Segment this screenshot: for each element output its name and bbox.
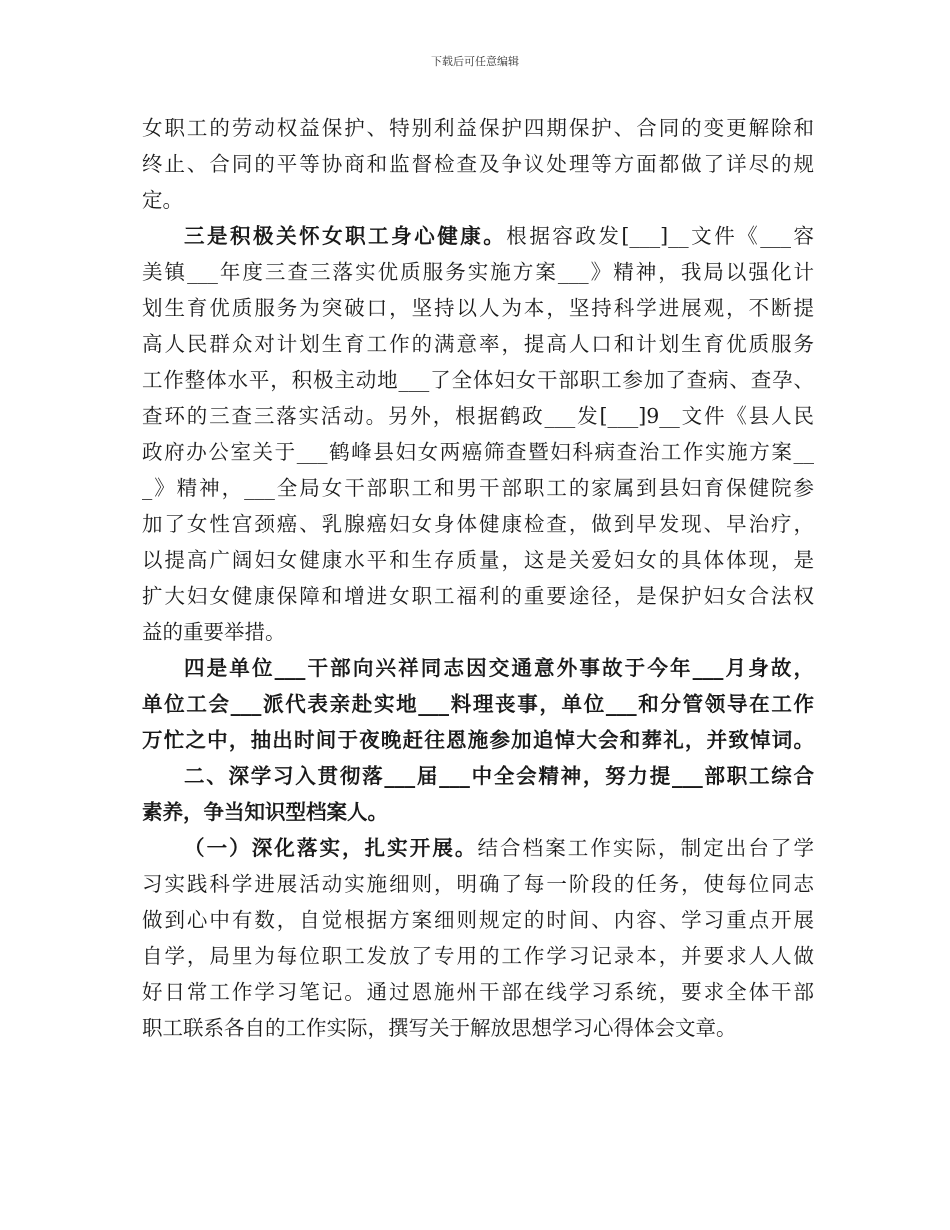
plain-text: 做到心中有数，自觉根据方案细则规定的时间、内容、学习重点开展 [142,908,814,932]
page-header: 下载后可任意编辑 [431,55,519,68]
plain-text: 加了女性宫颈癌、乳腺癌妇女身体健康检查，做到早发现、早治疗， [142,512,814,536]
text-line [142,362,814,398]
text-line [142,938,814,974]
text-line [142,722,814,758]
text-line [142,794,814,830]
text-line [142,902,814,938]
plain-text: 划生育优质服务为突破口，坚持以人为本，坚持科学进展观，不断提 [142,296,814,320]
text-line [142,218,814,254]
text-line [142,182,814,218]
plain-text: 女职工的劳动权益保护、特别利益保护四期保护、合同的变更解除和 [142,116,814,140]
bold-text: 单位工会___派代表亲赴实地___料理丧事，单位___和分管领导在工作 [142,692,814,716]
text-line [142,470,814,506]
plain-text: 好日常工作学习笔记。通过恩施州干部在线学习系统，要求全体干部 [142,980,814,1004]
plain-text: 职工联系各自的工作实际，撰写关于解放思想学习心得体会文章。 [142,1016,737,1040]
plain-text: _》精神，___全局女干部职工和男干部职工的家属到县妇育保健院参 [142,476,814,500]
bold-text: （一）深化落实，扎实开展。 [184,836,478,860]
text-line [142,974,814,1010]
plain-text: 政府办公室关于___鹤峰县妇女两癌筛查暨妇科病查治工作实施方案__ [142,440,814,464]
plain-text: 益的重要举措。 [142,620,286,644]
bold-text: 三是积极关怀女职工身心健康。 [184,224,507,248]
text-line [142,650,814,686]
plain-text: 结合档案工作实际，制定出台了学 [477,836,814,860]
plain-text: 根据容政发[___]__文件《___容 [506,224,814,248]
text-line [142,542,814,578]
plain-text: 以提高广阔妇女健康水平和生存质量，这是关爱妇女的具体体现，是 [142,548,814,572]
plain-text: 扩大妇女健康保障和增进女职工福利的重要途径，是保护妇女合法权 [142,584,814,608]
document-body [142,110,814,1046]
plain-text: 终止、合同的平等协商和监督检查及争议处理等方面都做了详尽的规 [142,152,814,176]
text-line [142,578,814,614]
text-line [142,110,814,146]
plain-text: 美镇___年度三查三落实优质服务实施方案___》精神，我局以强化计 [142,260,814,284]
bold-text: 万忙之中，抽出时间于夜晚赶往恩施参加追悼大会和葬礼，并致悼词。 [142,728,814,752]
bold-text: 素养，争当知识型档案人。 [142,800,388,824]
text-line [142,830,814,866]
text-line [142,686,814,722]
plain-text: 自学，局里为每位职工发放了专用的工作学习记录本，并要求人人做 [142,944,814,968]
text-line [142,290,814,326]
text-line [142,326,814,362]
bold-text: 四是单位___干部向兴祥同志因交通意外事故于今年___月身故， [184,656,814,680]
text-line [142,398,814,434]
text-line [142,434,814,470]
bold-text: 二、深学习入贯彻落___届___中全会精神，努力提___部职工综合 [184,764,814,788]
plain-text: 工作整体水平，积极主动地___了全体妇女干部职工参加了查病、查孕、 [142,368,814,392]
plain-text: 查环的三查三落实活动。另外，根据鹤政___发[___]9__文件《县人民 [142,404,814,428]
plain-text: 习实践科学进展活动实施细则，明确了每一阶段的任务，使每位同志 [142,872,814,896]
text-line [142,146,814,182]
text-line [142,614,814,650]
text-line [142,758,814,794]
text-line [142,866,814,902]
text-line [142,506,814,542]
plain-text: 定。 [142,188,183,212]
text-line [142,1010,814,1046]
text-line [142,254,814,290]
plain-text: 高人民群众对计划生育工作的满意率，提高人口和计划生育优质服务 [142,332,814,356]
